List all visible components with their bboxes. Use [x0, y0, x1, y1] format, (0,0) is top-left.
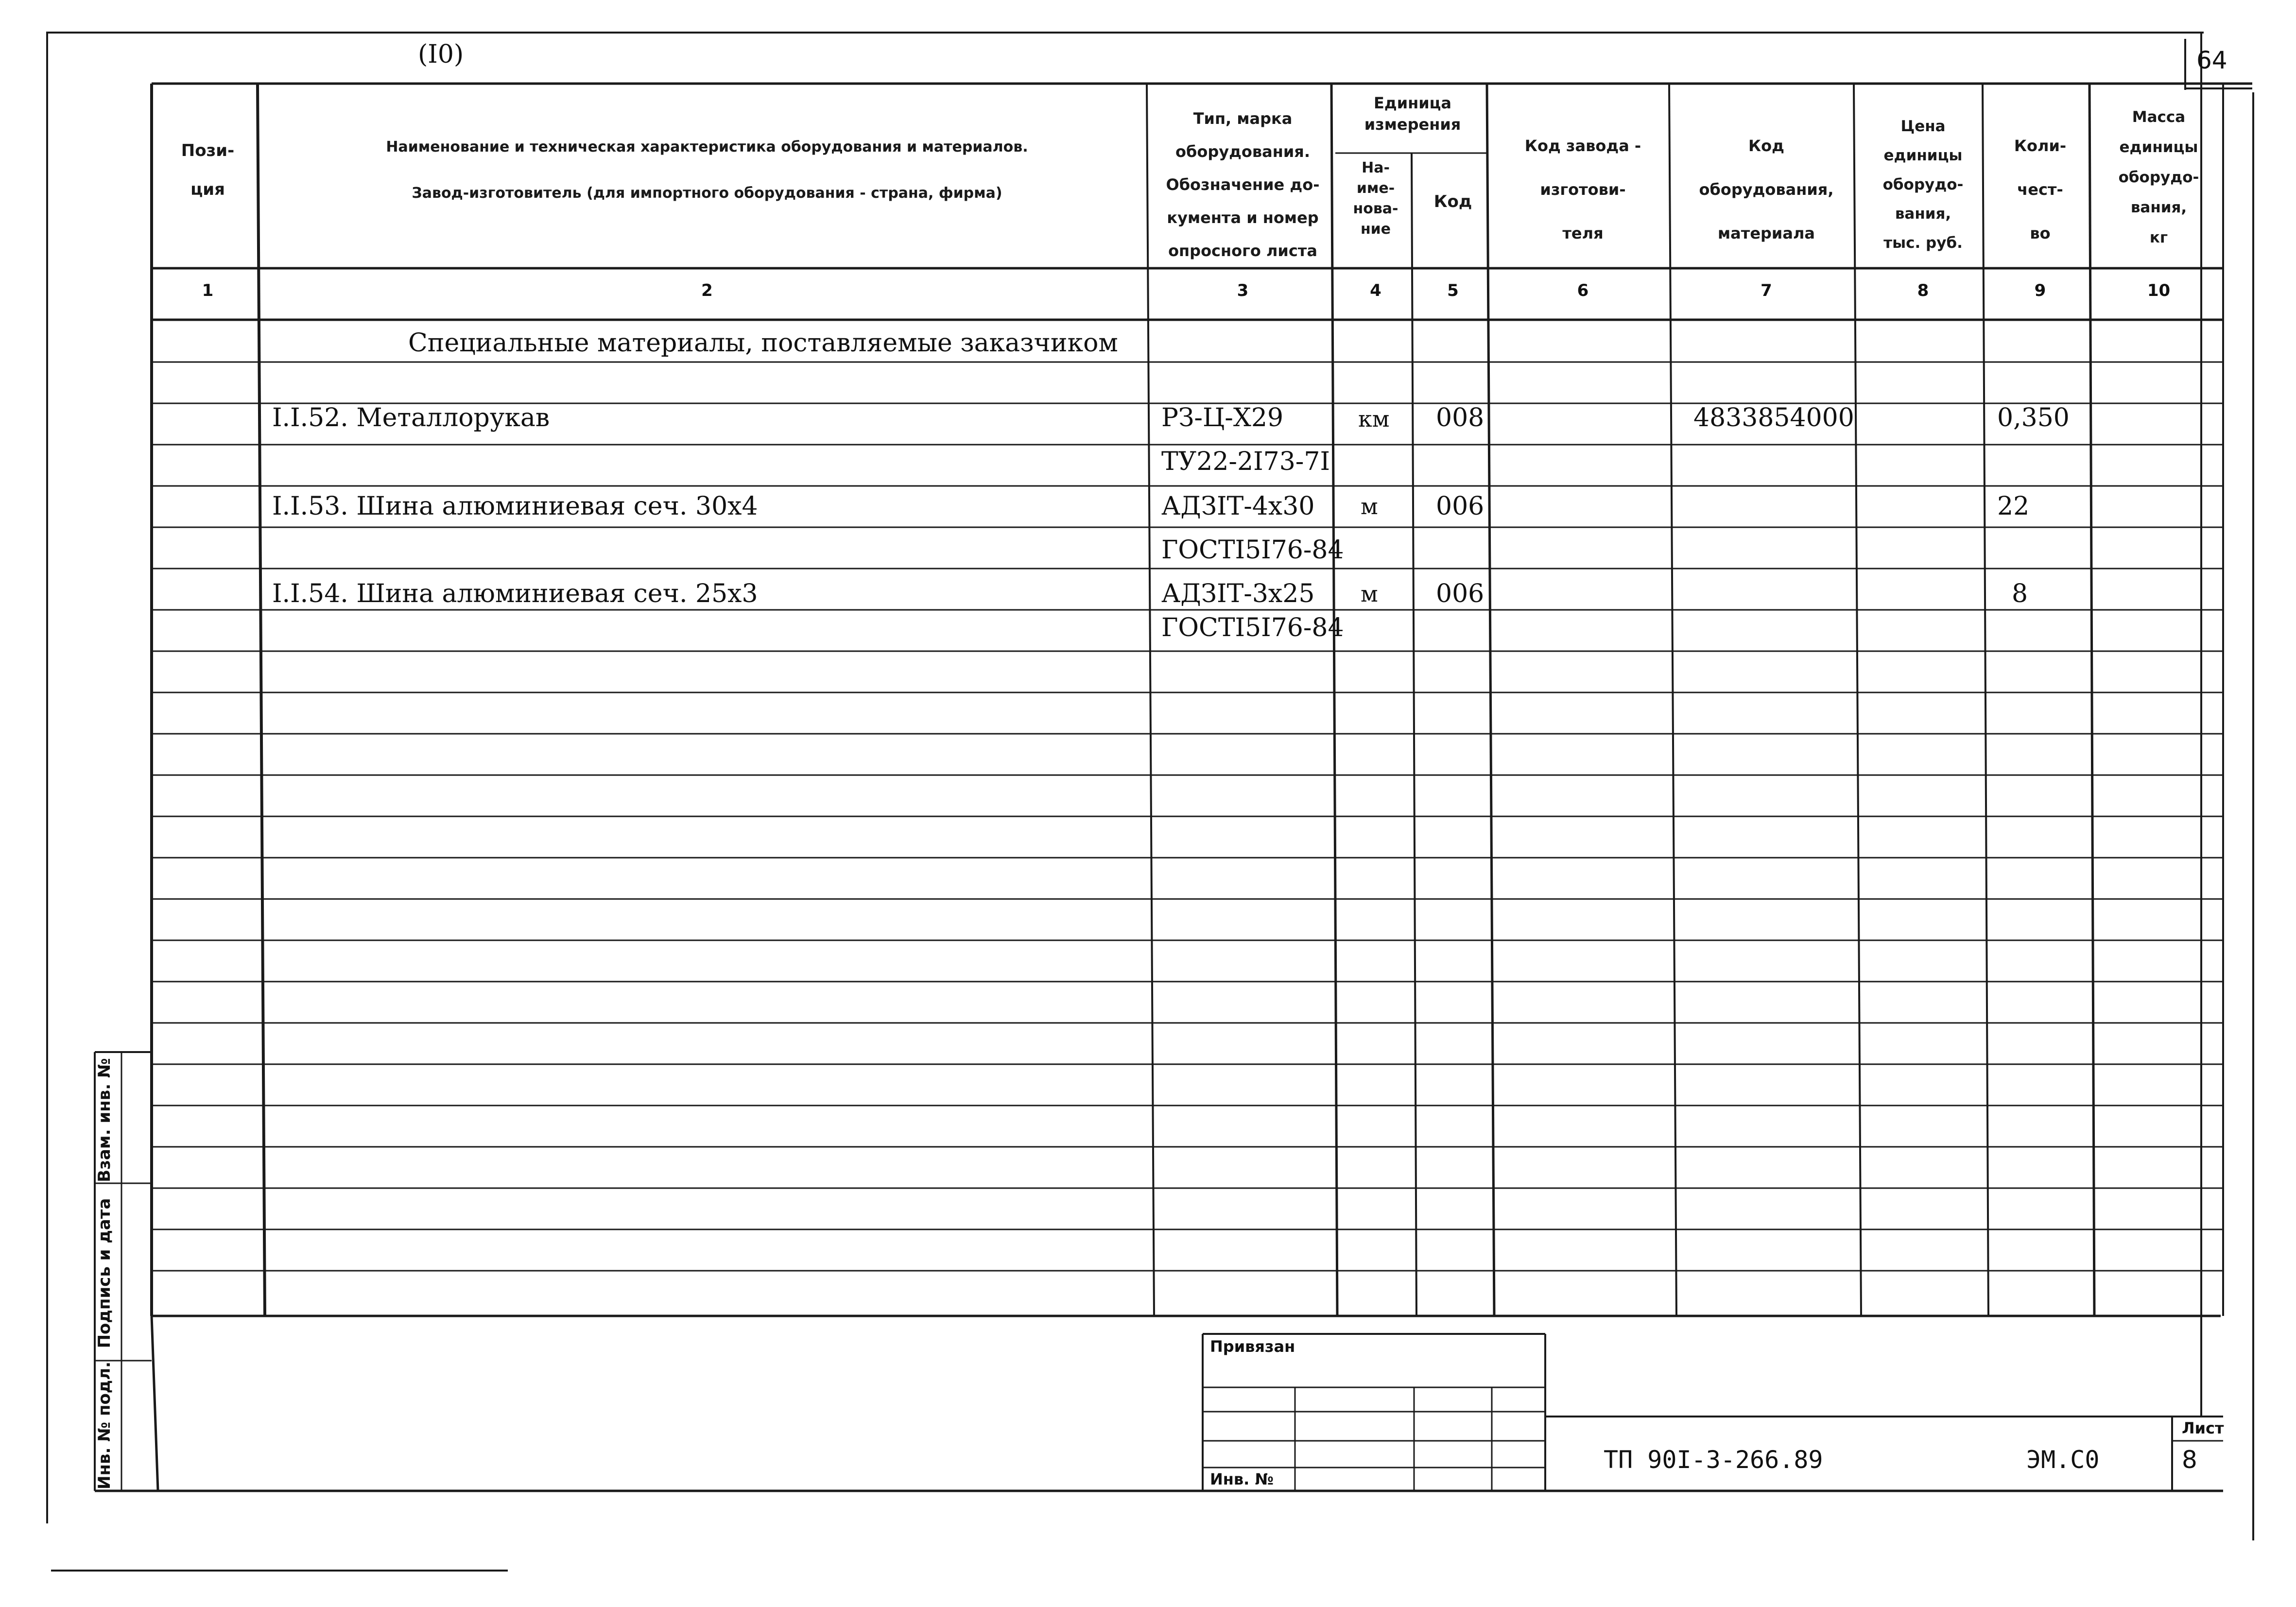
item-name: I.I.54. Шина алюминиевая сеч. 25х3: [272, 579, 758, 608]
page-corner-number: 64: [2196, 46, 2227, 74]
item-quantity: 8: [2012, 579, 2028, 608]
stamp-bound-label: Привязан: [1210, 1337, 1295, 1356]
column-number: 5: [1447, 281, 1459, 300]
header-col-quantity: Коли- чест- во: [2014, 137, 2067, 242]
item-equipment-code: 4833854000: [1693, 403, 1854, 432]
item-unit-code: 006: [1436, 579, 1485, 608]
item-type: АДЗIТ-4х30: [1161, 492, 1315, 521]
header-col-mass: Масса единицы оборудо- вания, кг: [2118, 108, 2199, 246]
column-number: 7: [1761, 281, 1772, 300]
item-unit: м: [1361, 493, 1378, 519]
column-number: 10: [2147, 281, 2171, 300]
stamp-section-code: ЭМ.С0: [2026, 1446, 2100, 1474]
header-col-unit-name: На- име- нова- ние: [1353, 159, 1398, 238]
header-col-price: Цена единицы оборудо- вания, тыс. руб.: [1882, 118, 1964, 252]
header-unit-group: Единица измерения: [1364, 94, 1461, 134]
item-name: I.I.53. Шина алюминиевая сеч. 30х4: [272, 492, 758, 521]
side-label-inv-replace: Взам. инв. №: [95, 1058, 114, 1182]
section-title: Специальные материалы, поставляемые заказчиком: [408, 328, 1118, 358]
item-unit-code: 006: [1436, 492, 1485, 521]
item-type: РЗ-Ц-Х29: [1161, 403, 1284, 432]
item-type-doc: ГОСТI5I76-84: [1161, 613, 1344, 642]
item-unit: м: [1361, 581, 1378, 607]
item-quantity: 0,350: [1997, 403, 2070, 432]
column-number: 4: [1370, 281, 1381, 300]
column-number: 1: [202, 281, 214, 300]
header-col-equipment-code: Код оборудования, материала: [1699, 137, 1834, 242]
item-unit: км: [1358, 406, 1390, 432]
column-number: 3: [1237, 281, 1249, 300]
header-col-position: Пози- ция: [181, 141, 235, 199]
header-col-name: Наименование и техническая характеристика оборудования и материалов. Завод-изготовитель (для импортного оборудования - страна, фирма): [386, 138, 1028, 202]
stamp-inv-label: Инв. №: [1210, 1470, 1274, 1488]
item-unit-code: 008: [1436, 403, 1485, 432]
side-label-inv-orig: Инв. № подл.: [95, 1361, 114, 1489]
column-number: 8: [1917, 281, 1929, 300]
stamp-doc-code: ТП 90I-3-266.89: [1604, 1446, 1823, 1474]
page-top-label: (I0): [418, 40, 464, 69]
stamp-sheet-label: Лист: [2182, 1419, 2224, 1437]
side-label-signature-date: Подпись и дата: [95, 1198, 114, 1348]
header-col-factory-code: Код завода - изготови- теля: [1524, 137, 1641, 242]
column-number: 2: [701, 281, 713, 300]
item-type: АДЗIТ-3х25: [1161, 579, 1315, 608]
column-number: 9: [2034, 281, 2046, 300]
column-number: 6: [1577, 281, 1589, 300]
stamp-sheet-number: 8: [2182, 1446, 2197, 1474]
item-name: I.I.52. Металлорукав: [272, 403, 550, 432]
item-type-doc: ТУ22-2I73-7I: [1161, 447, 1330, 476]
item-type-doc: ГОСТI5I76-84: [1161, 536, 1344, 565]
item-quantity: 22: [1997, 492, 2030, 521]
header-col-type: Тип, марка оборудования. Обозначение до- кумента и номер опросного листа: [1166, 109, 1320, 260]
header-col-unit-code: Код: [1433, 192, 1472, 211]
